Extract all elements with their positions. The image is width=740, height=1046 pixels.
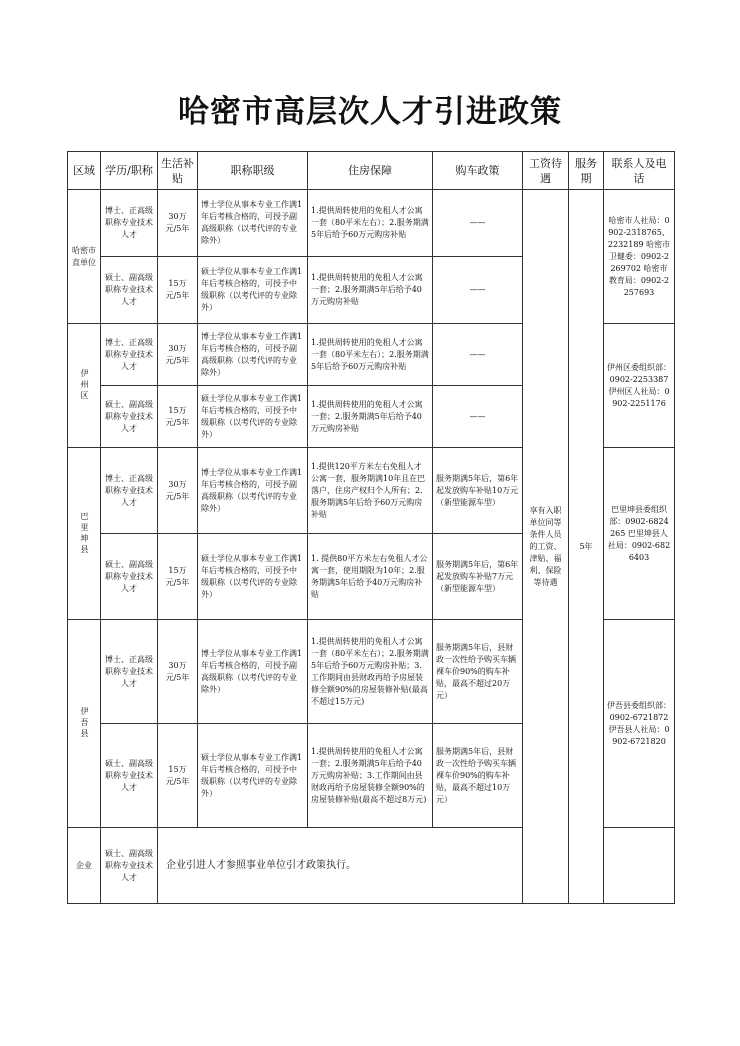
header-term: 服务期: [569, 152, 604, 190]
header-contact: 联系人及电话: [604, 152, 675, 190]
housing-cell: 1.提供周转使用的免租人才公寓一套；2.服务期满5年后给予40万元购房补贴；3.工作期间由县财政再给予房屋装修全额90%的房屋装修补贴(最高不超过8万元): [308, 724, 433, 828]
title-rank-cell: 博士学位从事本专业工作满1年后考核合格的，可授予副高级职称（以考代评的专业除外）: [198, 620, 308, 724]
car-cell: ——: [433, 324, 523, 386]
allowance-cell: 15万元/5年: [158, 257, 198, 324]
allowance-cell: 30万元/5年: [158, 620, 198, 724]
allowance-cell: 30万元/5年: [158, 448, 198, 534]
car-cell: ——: [433, 257, 523, 324]
housing-cell: 1.提供周转使用的免租人才公寓一套（80平米左右）；2.服务期满5年后给予60万元购房补贴；3.工作期间由县财政再给予房屋装修全额90%的房屋装修补贴(最高不超过15万元): [308, 620, 433, 724]
housing-cell: 1. 提供80平方米左右免租人才公寓一套，使用期限为10年；2.服务期满5年后给予40万元购房补贴: [308, 534, 433, 620]
education-cell: 硕士、副高级职称专业技术人才: [101, 386, 158, 448]
contact-hami: 哈密市人社局：0902-2318765、2232189 哈密市卫健委：0902-2269702 哈密市教育局：0902-2257693: [604, 190, 675, 324]
car-cell: 服务期满5年后，县财政一次性给予购买车辆裸车价90%的购车补贴，最高不超过20万元）: [433, 620, 523, 724]
car-cell: 服务期满5年后，第6年起发放购车补贴7万元（新型能源车型）: [433, 534, 523, 620]
education-cell: 硕士、副高级职称专业技术人才: [101, 828, 158, 904]
allowance-cell: 30万元/5年: [158, 324, 198, 386]
education-cell: 博士、正高级职称专业技术人才: [101, 324, 158, 386]
title-rank-cell: 硕士学位从事本专业工作满1年后考核合格的，可授予中级职称（以考代评的专业除外）: [198, 534, 308, 620]
region-yiwu: 伊吾县: [68, 620, 101, 828]
enterprise-policy: 企业引进人才参照事业单位引才政策执行。: [158, 828, 675, 904]
table-row: [68, 190, 675, 257]
contact-yiwu: 伊吾县委组织部：0902-6721872 伊吾县人社局：0902-6721820: [604, 620, 675, 828]
allowance-cell: 15万元/5年: [158, 724, 198, 828]
car-cell: 服务期满5年后，第6年起发放购车补贴10万元（新型能源车型）: [433, 448, 523, 534]
education-cell: 博士、正高级职称专业技术人才: [101, 448, 158, 534]
region-enterprise: 企业: [68, 828, 101, 904]
education-cell: 硕士、副高级职称专业技术人才: [101, 257, 158, 324]
title-rank-cell: 博士学位从事本专业工作满1年后考核合格的，可授予副高级职称（以考代评的专业除外）: [198, 190, 308, 257]
title-rank-cell: 硕士学位从事本专业工作满1年后考核合格的，可授予中级职称（以考代评的专业除外）: [198, 724, 308, 828]
title-rank-cell: 博士学位从事本专业工作满1年后考核合格的，可授予副高级职称（以考代评的专业除外）: [198, 448, 308, 534]
title-rank-cell: 硕士学位从事本专业工作满1年后考核合格的，可授予中级职称（以考代评的专业除外）: [198, 386, 308, 448]
education-cell: 硕士、副高级职称专业技术人才: [101, 724, 158, 828]
allowance-cell: 15万元/5年: [158, 386, 198, 448]
term-cell: 5年: [569, 190, 604, 904]
page-title: 哈密市高层次人才引进政策: [178, 94, 562, 130]
housing-cell: 1.提供周转使用的免租人才公寓一套；2.服务期满5年后给予40万元购房补贴: [308, 386, 433, 448]
header-car: 购车政策: [433, 152, 523, 190]
header-title-rank: 职称职级: [198, 152, 308, 190]
header-housing: 住房保障: [308, 152, 433, 190]
housing-cell: 1.提供120平方米左右免租人才公寓一套，服务期满10年且在巴落户，住房产权归个人所有；2.服务期满5年后给予60万元购房补贴: [308, 448, 433, 534]
allowance-cell: 15万元/5年: [158, 534, 198, 620]
housing-cell: 1.提供周转使用的免租人才公寓一套（80平米左右）；2.服务期满5年后给予60万元购房补贴: [308, 190, 433, 257]
header-region: 区域: [68, 152, 101, 190]
contact-yizhou: 伊州区委组织部：0902-2253387 伊州区人社局：0902-2251176: [604, 324, 675, 448]
allowance-cell: 30万元/5年: [158, 190, 198, 257]
title-rank-cell: 硕士学位从事本专业工作满1年后考核合格的，可授予中级职称（以考代评的专业除外）: [198, 257, 308, 324]
table-header-row: [68, 152, 675, 190]
region-yizhou: 伊州区: [68, 324, 101, 448]
policy-table: [67, 151, 675, 904]
region-hami: 哈密市直单位: [68, 190, 101, 324]
salary-cell: 享有入职单位同等条件人员的工资、津贴、福利、保险等待遇: [523, 190, 569, 904]
housing-cell: 1.提供周转使用的免租人才公寓一套（80平米左右）；2.服务期满5年后给予60万元购房补贴: [308, 324, 433, 386]
header-education: 学历/职称: [101, 152, 158, 190]
car-cell: 服务期满5年后，县财政一次性给予购买车辆裸车价90%的购车补贴，最高不超过10万元）: [433, 724, 523, 828]
header-salary: 工资待遇: [523, 152, 569, 190]
header-allowance: 生活补贴: [158, 152, 198, 190]
car-cell: ——: [433, 190, 523, 257]
housing-cell: 1.提供周转使用的免租人才公寓一套；2.服务期满5年后给予40万元购房补贴: [308, 257, 433, 324]
table-row: [68, 828, 675, 904]
region-balikun: 巴里坤县: [68, 448, 101, 620]
car-cell: ——: [433, 386, 523, 448]
education-cell: 硕士、副高级职称专业技术人才: [101, 534, 158, 620]
education-cell: 博士、正高级职称专业技术人才: [101, 190, 158, 257]
contact-balikun: 巴里坤县委组织部：0902-6824265 巴里坤县人社局：0902-6826403: [604, 448, 675, 620]
title-rank-cell: 博士学位从事本专业工作满1年后考核合格的，可授予副高级职称（以考代评的专业除外）: [198, 324, 308, 386]
education-cell: 博士、正高级职称专业技术人才: [101, 620, 158, 724]
